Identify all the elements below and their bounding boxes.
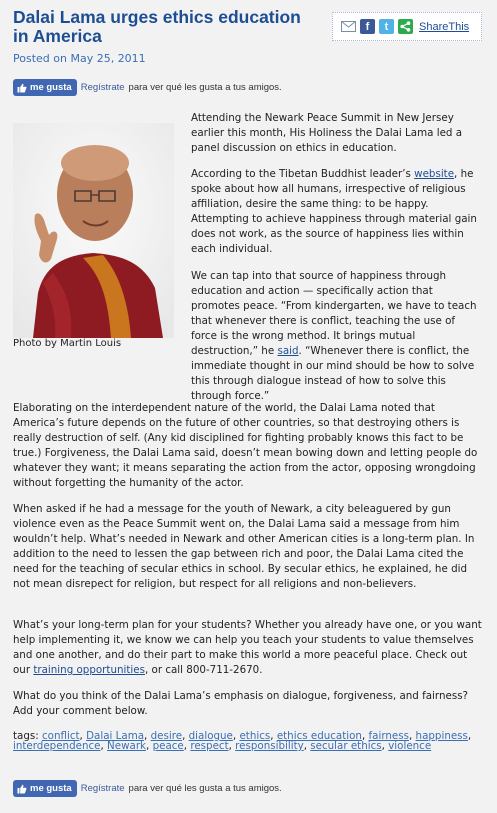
- tag-link[interactable]: desire: [150, 730, 183, 742]
- p6-text-a: What’s your long-term plan for your students? Whether you already have one, or you want help implementing it, we know we can help you teach your students to value themselves and one another, and do their part to make this world a more peaceful place. Check out our: [13, 619, 482, 676]
- facebook-like-button[interactable]: [13, 79, 77, 96]
- tags-list: [13, 731, 483, 751]
- sharethis-icon[interactable]: [398, 19, 413, 34]
- tag-link[interactable]: respect: [190, 740, 229, 752]
- share-box: [332, 12, 482, 41]
- paragraph-3: [191, 269, 483, 404]
- facebook-icon[interactable]: f: [360, 19, 375, 34]
- tag-link[interactable]: dialogue: [188, 730, 233, 742]
- paragraph-7: What do you think of the Dalai Lama’s emphasis on dialogue, forgiveness, and fairness? Add your comment below.: [13, 690, 469, 717]
- p2-text-a: According to the Tibetan Buddhist leader’s: [191, 168, 411, 180]
- email-icon[interactable]: [341, 19, 356, 34]
- said-link[interactable]: said: [277, 345, 299, 357]
- p2-text-b: , he spoke about how all humans, irrespective of religious affiliation, desire the same thing: to be happy. Attempting to achieve happiness through material gain does not work, as the source of happiness lies within each individual.: [191, 168, 477, 255]
- facebook-register-link[interactable]: Regístrate: [80, 82, 125, 93]
- twitter-icon[interactable]: t: [379, 19, 394, 34]
- thumbs-up-icon: [17, 83, 27, 93]
- facebook-friends-text: para ver qué les gusta a tus amigos.: [128, 783, 282, 794]
- paragraph-5: When asked if he had a message for the youth of Newark, a city beleaguered by gun violence even as the Peace Summit went on, the Dalai Lama said a message from him wouldn’t help. What’s needed in Newark and other American cities is a long-term plan. In addition to the need to lessen the gap between rich and poor, the Dalai Lama cited the need for the teaching of secular ethics in school. By secular ethics, he explained, he did not mean disrepect for religion, but respect for all religions and non-believers.: [13, 503, 475, 590]
- tag-link[interactable]: conflict: [42, 730, 80, 742]
- facebook-like-button[interactable]: [13, 780, 77, 797]
- tag-link[interactable]: violence: [388, 740, 432, 752]
- post-date: Posted on May 25, 2011: [13, 52, 146, 65]
- facebook-register-link[interactable]: Regístrate: [80, 783, 125, 794]
- dalai-lama-photo: [13, 123, 174, 338]
- tag-link[interactable]: happiness: [415, 730, 468, 742]
- paragraph-4: Elaborating on the interdependent nature of the world, the Dalai Lama noted that America’s future depends on the future of other countries, so that destroying others is really destruction of self. (Any kid disciplined for fighting probably knows this fact to be true.) Forgiveness, the Dalai Lama said, doesn’t mean bowing down and letting people do whatever they want; it means separating the action from the actor, opposing wrongdoing without forgetting the humanity of the actor.: [13, 402, 478, 489]
- tag-link[interactable]: Newark: [107, 740, 147, 752]
- sharethis-link[interactable]: ShareThis: [419, 20, 470, 33]
- tag-link[interactable]: ethics: [239, 730, 271, 742]
- tag-links: conflict, Dalai Lama, desire, dialogue, ethics, ethics education, fairness, happiness, interdependence, Newark, peace, respect, responsibility, secular ethics, violence: [13, 730, 472, 752]
- training-opportunities-link[interactable]: training opportunities: [33, 664, 145, 676]
- paragraph-1: Attending the Newark Peace Summit in New Jersey earlier this month, His Holiness the Dalai Lama led a panel discussion on ethics in education.: [191, 112, 463, 154]
- photo-caption: Photo by Martin Louis: [13, 338, 122, 349]
- paragraph-2: [191, 167, 483, 257]
- tag-link[interactable]: interdependence: [13, 740, 101, 752]
- tag-link[interactable]: fairness: [368, 730, 409, 742]
- tag-link[interactable]: ethics education: [276, 730, 362, 742]
- thumbs-up-icon: [17, 784, 27, 794]
- p3-text-a: We can tap into that source of happiness through education and action — specifically action that promotes peace. “From kindergarten, we have to teach that whenever there is conflict, teaching the use of force is the wrong method. It brings mutual destruction,” he: [191, 270, 477, 357]
- facebook-like-bar: [13, 79, 282, 96]
- post-title[interactable]: Dalai Lama urges ethics education in America: [13, 7, 301, 46]
- facebook-friends-text: para ver qué les gusta a tus amigos.: [128, 82, 282, 93]
- tag-link[interactable]: secular ethics: [310, 740, 382, 752]
- tag-link[interactable]: peace: [152, 740, 184, 752]
- tag-link[interactable]: Dalai Lama: [86, 730, 145, 742]
- like-label: me gusta: [30, 82, 72, 93]
- paragraph-6: [13, 618, 484, 678]
- website-link[interactable]: website: [414, 168, 455, 180]
- tag-link[interactable]: responsibility: [235, 740, 304, 752]
- p3-text-b: . “Whenever there is conflict, the immediate thought in our mind should be how to solve this through dialogue instead of how to solve this through force.”: [191, 345, 475, 402]
- p6-text-b: , or call 800-711-2670.: [144, 664, 263, 676]
- tags-label: tags:: [13, 730, 39, 742]
- facebook-like-bar-bottom: [13, 780, 282, 797]
- like-label: me gusta: [30, 783, 72, 794]
